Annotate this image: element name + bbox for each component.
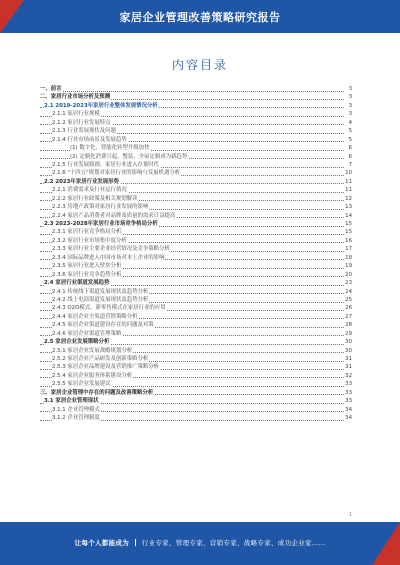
toc-entry[interactable] [40, 262, 352, 270]
toc-entry-text: 2.3.3 家居行业主要企业经营情况及竞争策略分析 [52, 246, 170, 253]
toc-entry[interactable] [40, 169, 352, 177]
toc-entry-page: 23 [345, 280, 352, 287]
toc-entry-text: 2.4.3 O2O模式、新零售模式在家居行业的应用 [52, 305, 166, 312]
toc-entry-page: 15 [345, 221, 352, 227]
toc-entry-text: 2.1.4 行业市场前景及发展趋势 [52, 136, 127, 143]
toc-entry[interactable] [40, 85, 352, 93]
toc-entry-text: 2.4.4 家居企业全渠道营销策略分析 [52, 313, 138, 320]
toc-entry-text: 2.2.1 消费需求及行业运行情况 [52, 187, 127, 194]
toc-entry-page: 11 [345, 178, 352, 185]
toc-entry-text: 2.3.2 家居行业市场集中度分析 [52, 237, 127, 244]
toc-entry-page: 31 [345, 356, 352, 362]
toc-entry[interactable] [40, 414, 352, 422]
toc-entry[interactable] [40, 406, 352, 414]
toc-entry[interactable] [40, 93, 352, 101]
toc-entry-text: 2.1.6 "十四五"规划对家居行业的影响与发展机遇分析 [52, 170, 181, 177]
toc-entry[interactable] [40, 110, 352, 118]
toc-entry[interactable] [40, 288, 352, 296]
toc-entry-text: 2.1.3 行业发展现状及问题 [52, 128, 116, 135]
toc-entry-text: 2.4.5 家居企业渠道建设存在的问题及对策 [52, 322, 154, 329]
toc-entry-page: 34 [345, 415, 352, 422]
toc-entry-page: 25 [345, 296, 352, 303]
toc-entry-page: 10 [345, 170, 352, 177]
toc-entry[interactable] [40, 330, 352, 338]
toc-entry-text: 2.2.4 家居产品消费者对品牌及质量的需求日益提高 [52, 212, 176, 219]
toc-entry-page: 19 [345, 263, 352, 270]
toc-entry-page: 3 [344, 102, 352, 110]
toc-entry-text: 2.3.1 家居行业竞争格局分析 [52, 229, 122, 236]
toc-entry[interactable] [40, 245, 352, 253]
toc-title: 内容目录 [171, 58, 228, 72]
toc-entry-text: 3.1.1 企业管理模式 [52, 406, 100, 413]
toc-entry[interactable] [40, 136, 352, 144]
toc-entry-page: 30 [345, 339, 352, 346]
toc-entry-page: 4 [344, 119, 352, 127]
footer-roles: 行业专家、管理专家、营销专家、战略专家、成功企业家…… [141, 539, 326, 547]
toc-entry-page: 15 [345, 229, 352, 236]
toc-entry-page: 18 [345, 254, 352, 261]
toc-entry[interactable] [40, 347, 352, 355]
toc-entry[interactable] [40, 186, 352, 194]
toc-entry-page: 3 [344, 85, 352, 93]
table-of-contents [40, 85, 352, 423]
toc-entry[interactable] [40, 195, 352, 203]
page-number: 1 [348, 512, 352, 518]
toc-entry-text: 二、家居行业市场分析及预测 [40, 94, 111, 101]
footer-slogan [0, 538, 400, 547]
toc-entry-page: 6 [344, 144, 352, 152]
toc-entry[interactable] [40, 237, 352, 245]
toc-entry-text: 2.2.3 房地产政策对家居行业发展的影响 [52, 204, 149, 211]
toc-entry-text: 2.4 家居行业渠道发展趋势 [44, 280, 110, 287]
toc-entry[interactable] [40, 397, 352, 405]
toc-entry-text: 2.3.6 家居行业竞争趋势分析 [52, 271, 122, 278]
toc-entry-text: 2.5.1 家居企业发展战略规划分析 [52, 347, 133, 354]
toc-entry-page: 7 [344, 161, 352, 169]
footer-divider [135, 539, 136, 546]
toc-entry-page: 29 [345, 330, 352, 337]
toc-entry[interactable] [40, 271, 352, 279]
toc-entry-text: 2.4.6 家居企业渠道管理策略 [52, 330, 122, 337]
toc-entry[interactable] [40, 212, 352, 220]
toc-entry-page: 12 [345, 195, 352, 202]
toc-entry-page: 32 [345, 372, 352, 379]
toc-entry[interactable] [40, 161, 352, 169]
toc-entry-text: (2) 定制化消费兴起，整装、全屋定制成为新趋势 [70, 153, 188, 160]
footer-tagline: 让每个人都能成为 [74, 539, 129, 547]
toc-entry[interactable] [40, 389, 352, 397]
toc-entry[interactable] [40, 355, 352, 363]
toc-entry[interactable] [40, 313, 352, 321]
toc-entry-text: 3.1 家居企业管理现状 [44, 398, 99, 405]
toc-entry-text: 2.4.1 传统线下渠道发展现状及趋势分析 [52, 288, 149, 295]
toc-entry[interactable] [40, 127, 352, 135]
toc-entry-page: 11 [345, 187, 352, 194]
toc-entry-text: 2.1 2019-2023年家居行业整体发展情况分析 [44, 102, 158, 109]
toc-entry-text: (1) 数字化、智能化转型升级加快 [70, 145, 150, 152]
toc-entry-page: 6 [344, 153, 352, 161]
toc-entry[interactable] [40, 254, 352, 262]
toc-entry-text: 2.3.4 国际品牌进入中国市场对本土企业的影响 [52, 254, 165, 261]
report-title: 家居企业管理改善策略研究报告 [119, 11, 281, 24]
toc-entry-text: 2.3.5 家居行业进入壁垒分析 [52, 263, 122, 270]
toc-entry-page: 33 [345, 381, 352, 388]
toc-entry-page: 33 [345, 398, 352, 405]
toc-entry-page: 13 [345, 204, 352, 211]
toc-entry-page: 30 [345, 347, 352, 354]
toc-entry[interactable] [40, 304, 352, 312]
toc-entry-text: 2.4.2 线上电商渠道发展现状及趋势分析 [52, 296, 149, 303]
toc-entry-page: 24 [345, 288, 352, 295]
toc-entry-page: 26 [345, 305, 352, 312]
toc-entry[interactable] [40, 119, 352, 127]
toc-entry-page: 34 [345, 406, 352, 413]
toc-entry-page: 20 [345, 271, 352, 278]
toc-entry-text: 3.1.2 企业管理制度 [52, 415, 100, 422]
toc-entry-text: 2.3 2023-2028年家居行业市场竞争格局分析 [44, 221, 158, 227]
toc-entry-page: 27 [345, 313, 352, 320]
toc-entry-text: 三、家居企业管理中存在的问题及改善策略分析 [40, 389, 154, 396]
toc-entry-page: 5 [344, 136, 352, 144]
toc-entry[interactable] [40, 144, 352, 152]
toc-entry[interactable] [40, 228, 352, 236]
toc-entry[interactable] [40, 296, 352, 304]
toc-entry-page: 28 [345, 322, 352, 329]
report-footer [0, 522, 400, 565]
toc-entry-text: 2.5.3 家居企业品牌建设及营销推广策略分析 [52, 364, 160, 371]
toc-entry-text: 2.1.2 家居行业发展特点 [52, 119, 111, 126]
toc-entry-page: 31 [345, 364, 352, 371]
toc-entry-page: 3 [344, 93, 352, 101]
toc-entry-text: 2.1.5 行业发展瓶颈、家居行业进入存量时代 [52, 161, 160, 168]
toc-entry-text: 2.5.4 家居企业服务体系建设分析 [52, 372, 133, 379]
toc-entry-text: 2.2 2023年家居行业发展形势 [44, 178, 119, 185]
toc-entry[interactable] [40, 338, 352, 346]
toc-entry-text: 2.5 家居企业发展策略分析 [44, 339, 110, 346]
toc-entry-text: 2.5.5 家居企业发展建议 [52, 381, 111, 388]
toc-entry[interactable] [40, 178, 352, 186]
toc-entry-text: 一、前言 [40, 86, 62, 92]
report-header [0, 0, 400, 33]
toc-entry[interactable] [40, 220, 352, 228]
toc-entry[interactable] [40, 102, 352, 110]
toc-entry[interactable] [40, 321, 352, 329]
toc-entry-page: 5 [344, 127, 352, 135]
toc-entry-page: 33 [345, 389, 352, 396]
toc-entry[interactable] [40, 380, 352, 388]
toc-entry[interactable] [40, 279, 352, 287]
toc-entry-page: 14 [345, 212, 352, 219]
toc-entry[interactable] [40, 363, 352, 371]
toc-entry-text: 2.5.2 家居企业产品研发及创新策略分析 [52, 356, 149, 362]
toc-entry-page: 17 [345, 246, 352, 253]
toc-entry[interactable] [40, 203, 352, 211]
toc-entry-page: 16 [345, 237, 352, 244]
toc-entry-text: 2.1.1 家居行业规模 [52, 111, 100, 118]
toc-entry-page: 3 [344, 110, 352, 118]
toc-entry[interactable] [40, 372, 352, 380]
toc-leader-dots [40, 91, 344, 92]
toc-entry[interactable] [40, 153, 352, 161]
toc-entry-text: 2.2.2 家居行业政策及相关规划解读 [52, 195, 138, 202]
